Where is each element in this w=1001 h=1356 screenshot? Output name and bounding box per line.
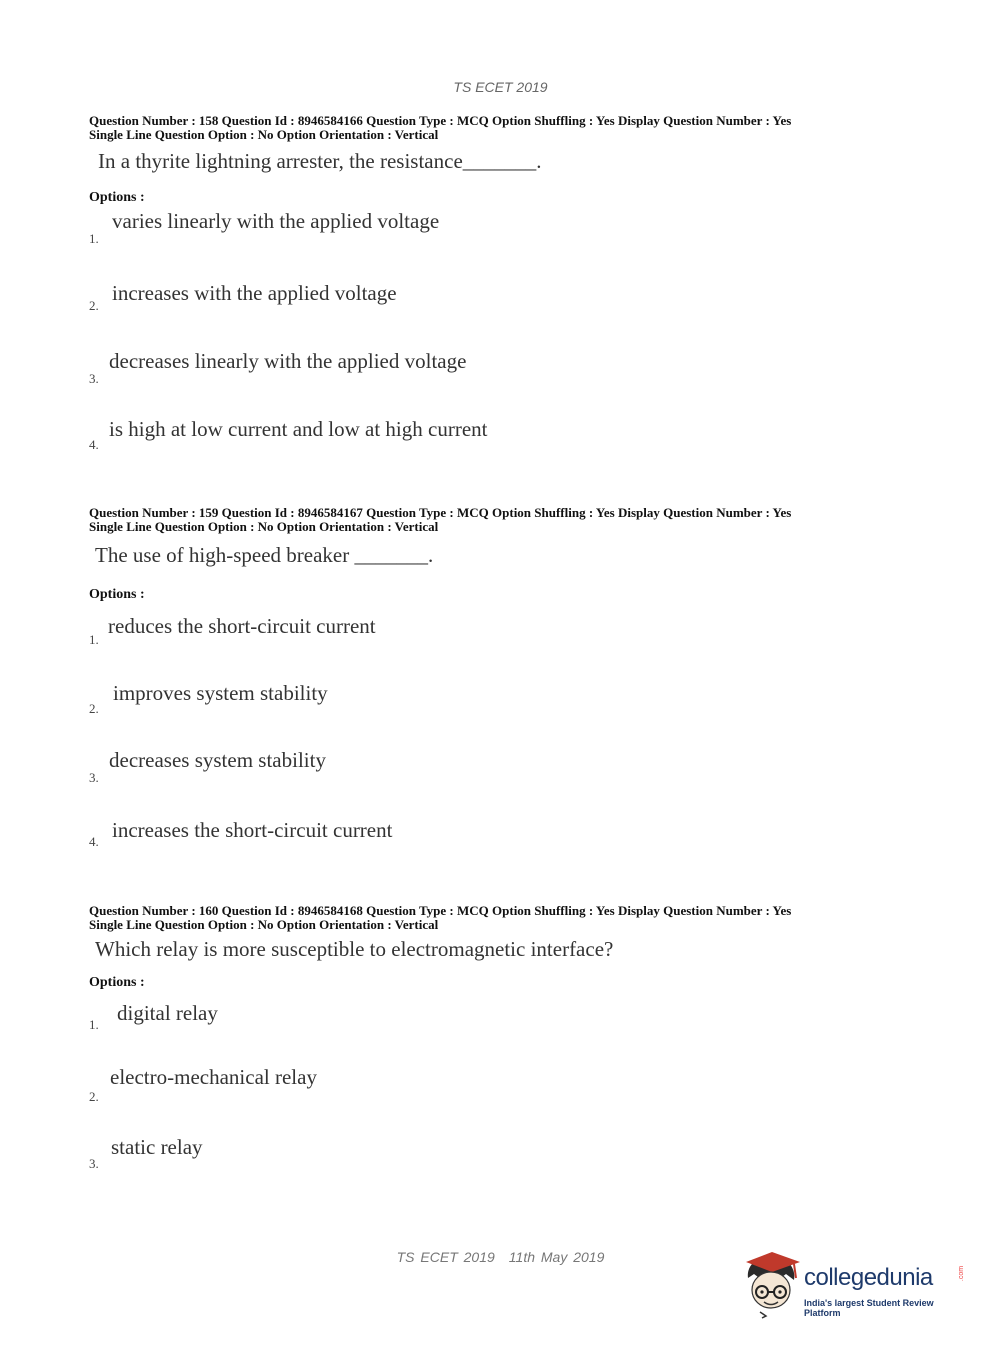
options-label: Options : bbox=[89, 587, 145, 602]
options-label: Options : bbox=[89, 975, 145, 990]
option-text: decreases system stability bbox=[109, 748, 326, 772]
footer-exam: TS ECET 2019 bbox=[396, 1249, 495, 1265]
question-text: The use of high-speed breaker _______. bbox=[95, 543, 434, 567]
question-meta-line2: Single Line Question Option : No Option Orientation : Vertical bbox=[89, 519, 439, 534]
question-meta-line2: Single Line Question Option : No Option Orientation : Vertical bbox=[89, 917, 439, 932]
question-meta-line1: Question Number : 158 Question Id : 8946584166 Question Type : MCQ Option Shuffling : Yes Display Question Number : Yes bbox=[89, 113, 792, 128]
option-number: 3. bbox=[89, 1156, 99, 1171]
option-text: improves system stability bbox=[113, 681, 328, 705]
question-meta bbox=[89, 904, 929, 932]
option-number: 2. bbox=[89, 298, 99, 313]
option-text: is high at low current and low at high current bbox=[109, 417, 488, 441]
question-meta bbox=[89, 114, 929, 142]
option-text: increases with the applied voltage bbox=[112, 281, 397, 305]
mascot-icon bbox=[742, 1250, 802, 1320]
collegedunia-logo bbox=[742, 1250, 972, 1320]
option-text: decreases linearly with the applied voltage bbox=[109, 349, 467, 373]
option-number: 4. bbox=[89, 437, 99, 452]
page-header: TS ECET 2019 bbox=[453, 79, 548, 95]
option-number: 2. bbox=[89, 1089, 99, 1104]
option-text: electro-mechanical relay bbox=[110, 1065, 317, 1089]
question-text: In a thyrite lightning arrester, the resistance_______. bbox=[98, 149, 542, 173]
logo-name: collegedunia bbox=[804, 1264, 933, 1291]
logo-tagline: India's largest Student Review Platform bbox=[804, 1298, 934, 1318]
option-text: static relay bbox=[111, 1135, 203, 1159]
question-text: Which relay is more susceptible to electromagnetic interface? bbox=[95, 937, 614, 961]
question-meta bbox=[89, 506, 929, 534]
option-number: 3. bbox=[89, 770, 99, 785]
logo-com: .com bbox=[958, 1265, 966, 1282]
option-text: increases the short-circuit current bbox=[112, 818, 393, 842]
option-text: digital relay bbox=[117, 1001, 218, 1025]
option-text: reduces the short-circuit current bbox=[108, 614, 376, 638]
option-number: 2. bbox=[89, 701, 99, 716]
question-meta-line1: Question Number : 159 Question Id : 8946584167 Question Type : MCQ Option Shuffling : Yes Display Question Number : Yes bbox=[89, 505, 792, 520]
options-label: Options : bbox=[89, 190, 145, 205]
option-number: 1. bbox=[89, 231, 99, 246]
option-number: 1. bbox=[89, 632, 99, 647]
footer-date: 11th May 2019 bbox=[508, 1249, 605, 1265]
question-meta-line2: Single Line Question Option : No Option Orientation : Vertical bbox=[89, 127, 439, 142]
question-meta-line1: Question Number : 160 Question Id : 8946584168 Question Type : MCQ Option Shuffling : Yes Display Question Number : Yes bbox=[89, 903, 792, 918]
option-number: 4. bbox=[89, 834, 99, 849]
option-number: 3. bbox=[89, 371, 99, 386]
option-number: 1. bbox=[89, 1017, 99, 1032]
option-text: varies linearly with the applied voltage bbox=[112, 209, 440, 233]
